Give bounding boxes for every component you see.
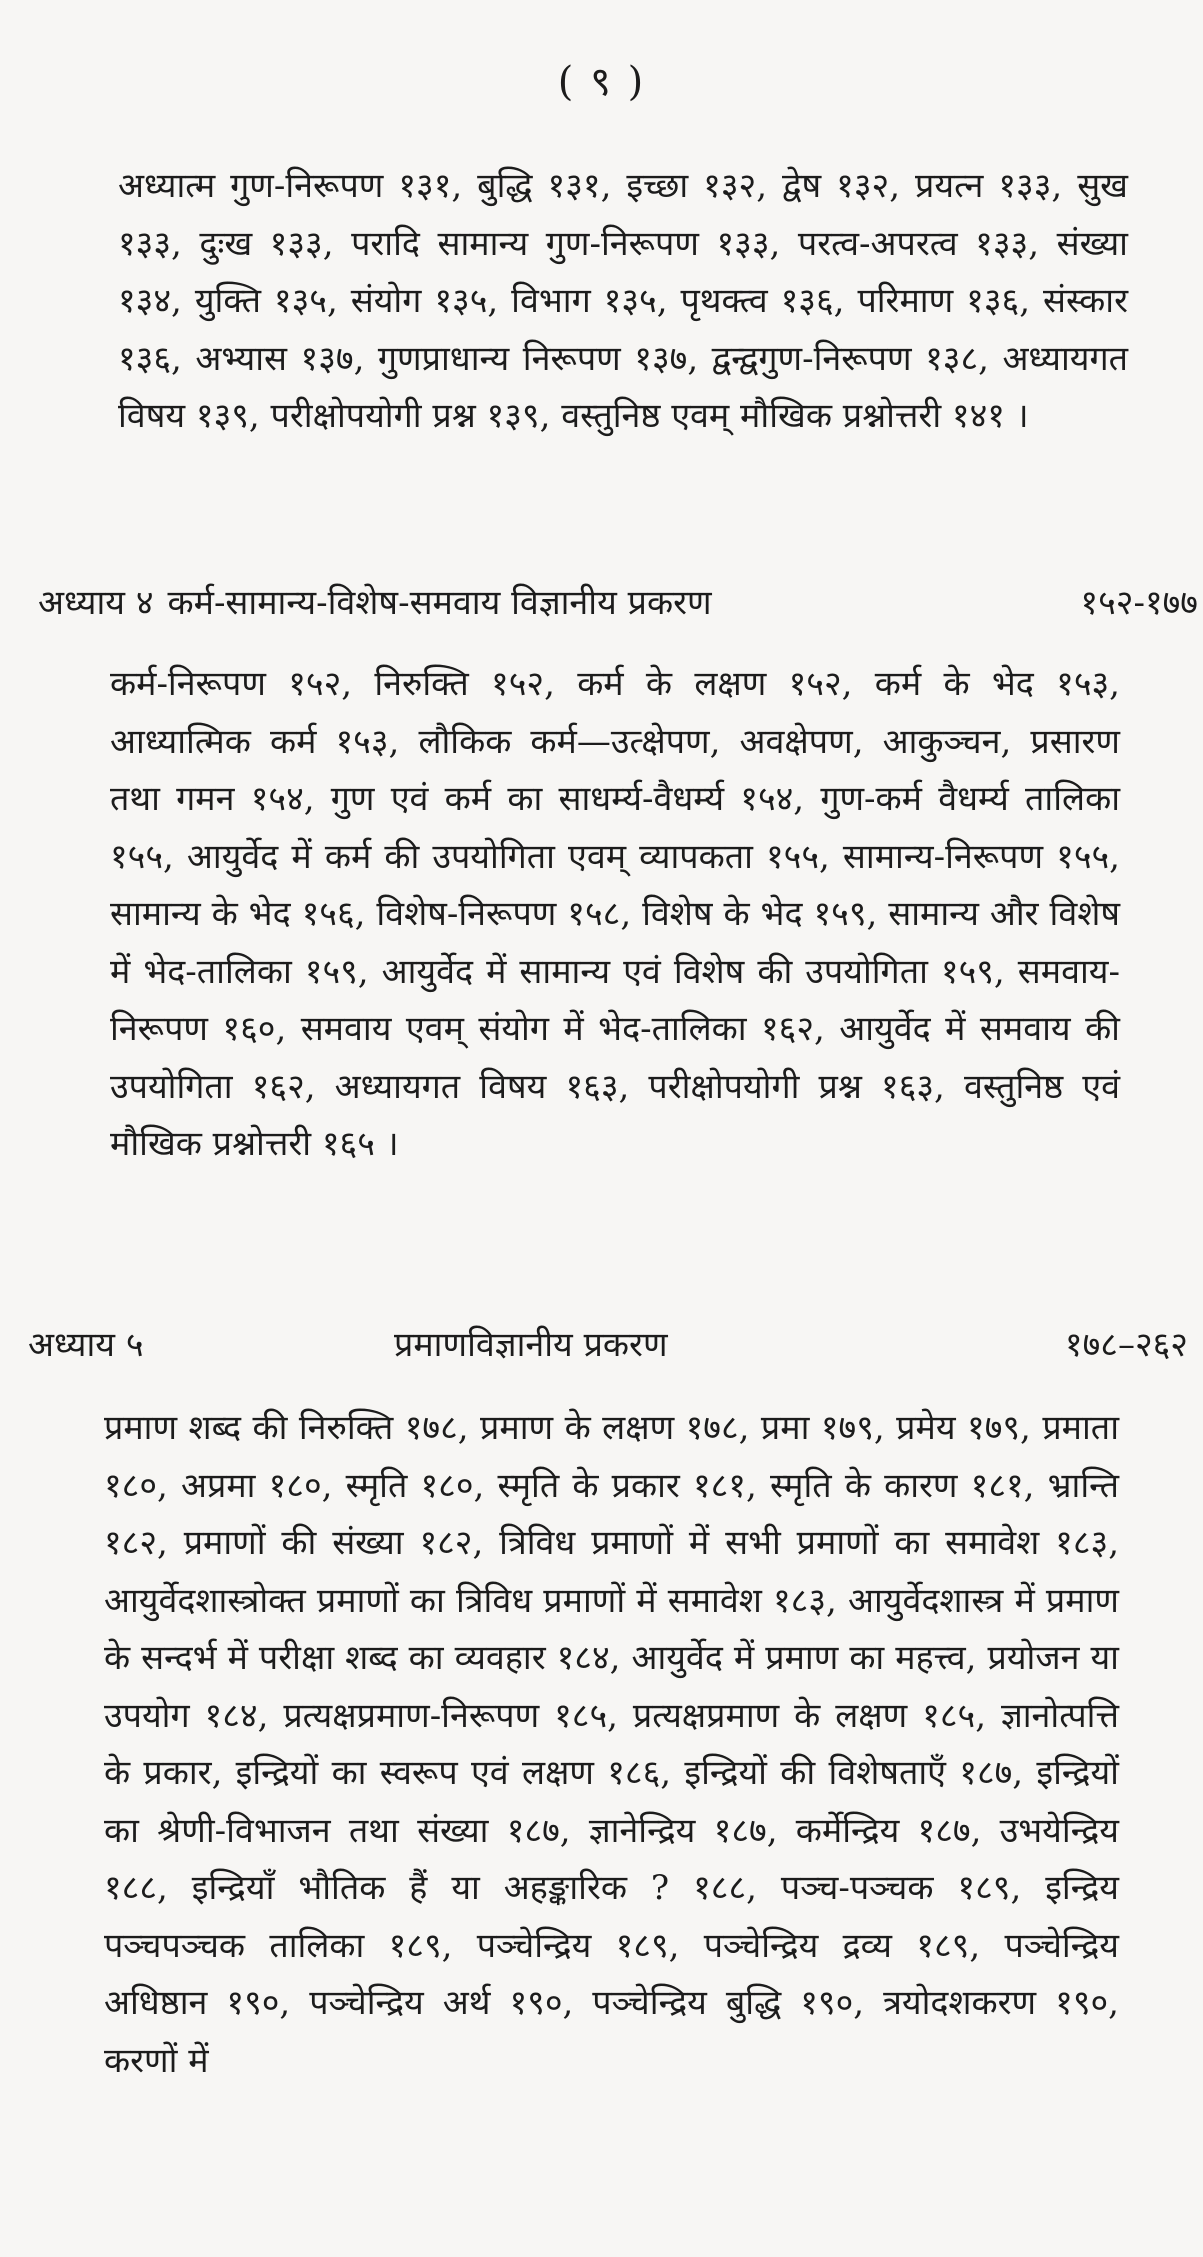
chapter-5-number: अध्याय ५ xyxy=(28,1325,144,1365)
chapter-4-contents: कर्म-निरूपण १५२, निरुक्ति १५२, कर्म के लक्षण १५२, कर्म के भेद १५३, आध्यात्मिक कर्म १५३, लौकिक कर्म—उत्क्षेपण, अवक्षेपण, आकुञ्चन, प्रसारण तथा गमन १५४, गुण एवं कर्म का साधर्म्य-वैधर्म्य १५४, गुण-कर्म वैधर्म्य तालिका १५५, आयुर्वेद में कर्म की उपयोगिता एवम् व्यापकता १५५, सामान्य-निरूपण १५५, सामान्य के भेद १५६, विशेष-निरूपण १५८, विशेष के भेद १५९, सामान्य और विशेष में भेद-तालिका १५९, आयुर्वेद में सामान्य एवं विशेष की उपयोगिता १५९, समवाय-निरूपण १६०, समवाय एवम् संयोग में भेद-तालिका १६२, आयुर्वेद में समवाय की उपयोगिता १६२, अध्यायगत विषय १६३, परीक्षोपयोगी प्रश्न १६३, वस्तुनिष्ठ एवं मौखिक प्रश्नोत्तरी १६५ । xyxy=(110,664,1120,1164)
chapter-5-pages: १७८–२६२ xyxy=(1064,1325,1188,1365)
chapter-4-heading xyxy=(38,578,1198,624)
chapter-5-heading xyxy=(28,1320,1188,1370)
chapter-5-title: प्रमाणविज्ञानीय प्रकरण xyxy=(394,1325,668,1365)
chapter-5-contents: प्रमाण शब्द की निरुक्ति १७८, प्रमाण के लक्षण १७८, प्रमा १७९, प्रमेय १७९, प्रमाता १८०, अप्रमा १८०, स्मृति १८०, स्मृति के प्रकार १८१, स्मृति के कारण १८१, भ्रान्ति १८२, प्रमाणों की संख्या १८२, त्रिविध प्रमाणों में सभी प्रमाणों का समावेश १८३, आयुर्वेदशास्त्रोक्त प्रमाणों का त्रिविध प्रमाणों में समावेश १८३, आयुर्वेदशास्त्र में प्रमाण के सन्दर्भ में परीक्षा शब्द का व्यवहार १८४, आयुर्वेद में प्रमाण का महत्त्व, प्रयोजन या उपयोग १८४, प्रत्यक्षप्रमाण-निरूपण १८५, प्रत्यक्षप्रमाण के लक्षण १८५, ज्ञानोत्पत्ति के प्रकार, इन्द्रियों का स्वरूप एवं लक्षण १८६, इन्द्रियों की विशेषताएँ १८७, इन्द्रियों का श्रेणी-विभाजन तथा संख्या १८७, ज्ञानेन्द्रिय १८७, कर्मेन्द्रिय १८७, उभयेन्द्रिय १८८, इन्द्रियाँ भौतिक हैं या अहङ्कारिक ? १८८, पञ्च-पञ्चक १८९, इन्द्रिय पञ्चपञ्चक तालिका १८९, पञ्चेन्द्रिय १८९, पञ्चेन्द्रिय द्रव्य १८९, पञ्चेन्द्रिय अधिष्ठान १९०, पञ्चेन्द्रिय अर्थ १९०, पञ्चेन्द्रिय बुद्धि १९०, त्रयोदशकरण १९०, करणों में xyxy=(104,1408,1119,2081)
page-number: ( ९ ) xyxy=(557,59,646,105)
chapter-4-number: अध्याय ४ xyxy=(38,583,154,623)
intro-paragraph: अध्यात्म गुण-निरूपण १३१, बुद्धि १३१, इच्छा १३२, द्वेष १३२, प्रयत्न १३३, सुख १३३, दुःख १३३, परादि सामान्य गुण-निरूपण १३३, परत्व-अपरत्व १३३, संख्या १३४, युक्ति १३५, संयोग १३५, विभाग १३५, पृथक्त्व १३६, परिमाण १३६, संस्कार १३६, अभ्यास १३७, गुणप्राधान्य निरूपण १३७, द्वन्द्वगुण-निरूपण १३८, अध्यायगत विषय १३९, परीक्षोपयोगी प्रश्न १३९, वस्तुनिष्ठ एवम् मौखिक प्रश्नोत्तरी १४१ । xyxy=(118,166,1128,436)
chapter-4-title: कर्म-सामान्य-विशेष-समवाय विज्ञानीय प्रकरण xyxy=(167,583,712,623)
chapter-4-pages: १५२-१७७ xyxy=(1080,583,1198,623)
